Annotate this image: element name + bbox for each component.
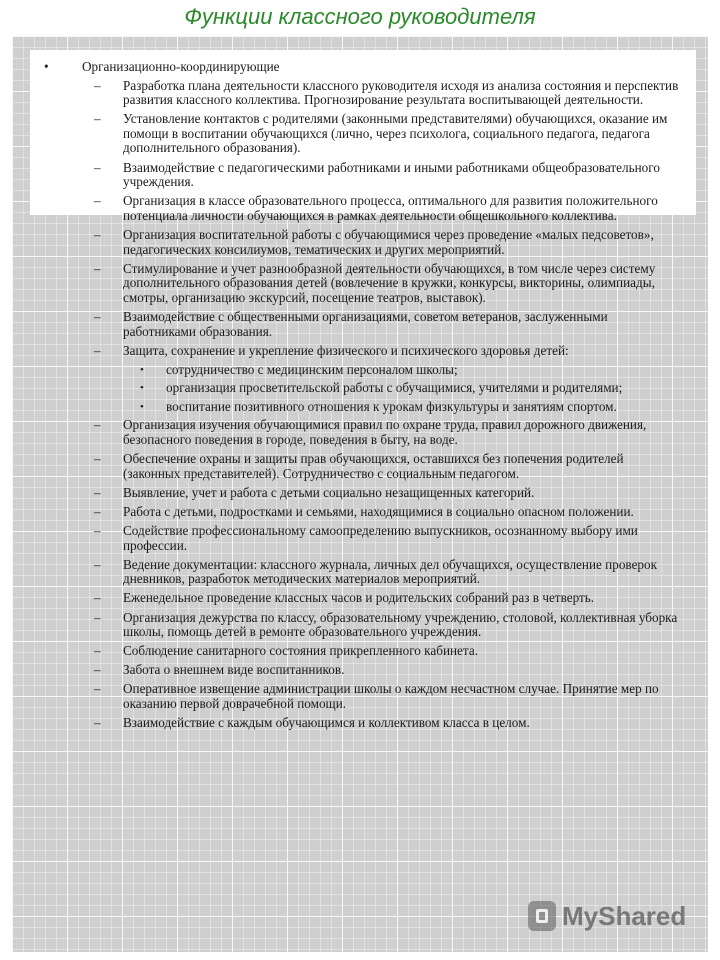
section-heading-text: Организационно-координирующие xyxy=(82,59,280,74)
dash-marker: – xyxy=(94,451,101,467)
sub-list-item xyxy=(40,400,680,415)
list-item xyxy=(40,644,680,659)
list-item-text: Взаимодействие с каждым обучающимся и коллективом класса в целом. xyxy=(123,715,530,731)
list-item xyxy=(40,663,680,678)
list-item-text: Соблюдение санитарного состояния прикрепленного кабинета. xyxy=(123,643,478,659)
list-item xyxy=(40,558,680,587)
list-item xyxy=(40,344,680,359)
dash-marker: – xyxy=(94,643,101,659)
list-item-text: Защита, сохранение и укрепление физического и психического здоровья детей: xyxy=(123,342,569,358)
list-item xyxy=(40,452,680,481)
list-item-text: Содействие профессиональному самоопределению выпускников, осознанному выбору ими профессии. xyxy=(123,523,638,553)
list-item-text: Организация в классе образовательного процесса, оптимального для развития положительного потенциала личности обучающихся в рамках деятельности общешкольного коллектива. xyxy=(123,193,658,223)
list-item-text: Организация изучения обучающимися правил по охране труда, правил дорожного движения, безопасного поведения в городе, поведения в быту, на воде. xyxy=(123,417,647,448)
list-item xyxy=(40,79,680,108)
list-item xyxy=(40,112,680,156)
list-item-text: Разработка плана деятельности классного руководителя исходя из анализа состояния и перспектив развития классного коллектива. Прогнозирование результата воспитывающей деятельности. xyxy=(123,77,679,108)
list-item-text: Работа с детьми, подростками и семьями, находящимися в социально опасном положении. xyxy=(123,503,634,519)
dash-marker: – xyxy=(94,193,101,209)
list-item xyxy=(40,486,680,501)
list-item xyxy=(40,716,680,731)
list-item-text: Выявление, учет и работа с детьми социально незащищенных категорий. xyxy=(123,484,535,500)
dash-marker: – xyxy=(94,662,101,678)
list-item xyxy=(40,161,680,190)
bullet-marker: • xyxy=(140,363,144,376)
dash-marker: – xyxy=(94,503,101,519)
dash-marker: – xyxy=(94,260,101,276)
list-item-text: Взаимодействие с педагогическими работниками и иными работниками общеобразовательного учреждения. xyxy=(123,159,660,190)
bullet-marker: • xyxy=(140,382,144,395)
dash-marker: – xyxy=(94,681,101,697)
list-item-text: Организация воспитательной работы с обучающимися через проведение «малых педсоветов», педагогических консилиумов, тематических и других мероприятий. xyxy=(123,226,654,257)
list-item xyxy=(40,505,680,520)
sub-list-item-text: воспитание позитивного отношения к урокам физкультуры и занятиям спортом. xyxy=(166,398,617,414)
list-item xyxy=(40,262,680,306)
dash-marker: – xyxy=(94,417,101,433)
dash-marker: – xyxy=(94,556,101,572)
dash-marker: – xyxy=(94,308,101,324)
list-item-text: Установление контактов с родителями (законными представителями) обучающихся, оказание им помощи в воспитании обучающихся (лично, через психолога, социального педагога, педагога дополнительного образования). xyxy=(123,111,668,156)
list-item xyxy=(40,418,680,447)
section-heading xyxy=(40,60,680,75)
list-item-text: Стимулирование и учет разнообразной деятельности обучающихся, в том числе через систему дополнительного образования детей (вовлечение в кружки, конкурсы, викторины, олимпиады, смотры, организацию экскурсий, посещение театров, выставок). xyxy=(123,260,656,305)
list-item xyxy=(40,682,680,711)
dash-marker: – xyxy=(94,523,101,539)
myshared-logo-icon xyxy=(528,901,556,931)
dash-marker: – xyxy=(94,226,101,242)
list-item xyxy=(40,194,680,223)
list-item-text: Организация дежурства по классу, образовательному учреждению, столовой, коллективная уборка школы, помощь детей в ремонте образовательного учреждения. xyxy=(123,609,678,640)
sub-list-item-text: сотрудничество с медицинским персоналом школы; xyxy=(166,361,458,377)
bullet-marker: • xyxy=(140,400,144,413)
list-item-text: Забота о внешнем виде воспитанников. xyxy=(123,662,345,678)
dash-marker: – xyxy=(94,111,101,127)
list-item xyxy=(40,524,680,553)
myshared-watermark xyxy=(528,896,708,936)
dash-marker: – xyxy=(94,715,101,731)
dash-marker: – xyxy=(94,609,101,625)
list-item xyxy=(40,591,680,606)
list-item-text: Оперативное извещение администрации школы о каждом несчастном случае. Принятие мер по оказанию первой доврачебной помощи. xyxy=(123,681,659,711)
list-item-text: Обеспечение охраны и защиты прав обучающихся, оставшихся без попечения родителей (законных представителей). Сотрудничество с социальным педагогом. xyxy=(123,451,624,481)
bullet-marker: • xyxy=(44,59,49,74)
dash-marker: – xyxy=(94,77,101,93)
watermark-text: MyShared xyxy=(562,900,687,931)
sub-list-item xyxy=(40,381,680,396)
sub-list-item-text: организация просветительской работы с обучащимися, учителями и родителями; xyxy=(166,380,623,396)
dash-marker: – xyxy=(94,159,101,175)
slide-title: Функции классного руководителя xyxy=(184,4,536,29)
list-item xyxy=(40,310,680,339)
list-item xyxy=(40,611,680,640)
dash-marker: – xyxy=(94,342,101,358)
list-item-text: Еженедельное проведение классных часов и родительских собраний раз в четверть. xyxy=(123,590,595,606)
dash-marker: – xyxy=(94,590,101,606)
sub-list-item xyxy=(40,363,680,378)
list-item xyxy=(40,228,680,257)
slide-content xyxy=(40,60,680,735)
list-item-text: Взаимодействие с общественными организациями, советом ветеранов, заслуженными работниками образования. xyxy=(123,308,608,339)
dash-marker: – xyxy=(94,484,101,500)
list-item-text: Ведение документации: классного журнала, личных дел обучащихся, осуществление проверок дневников, разработок методических материалов мероприятий. xyxy=(123,556,658,587)
